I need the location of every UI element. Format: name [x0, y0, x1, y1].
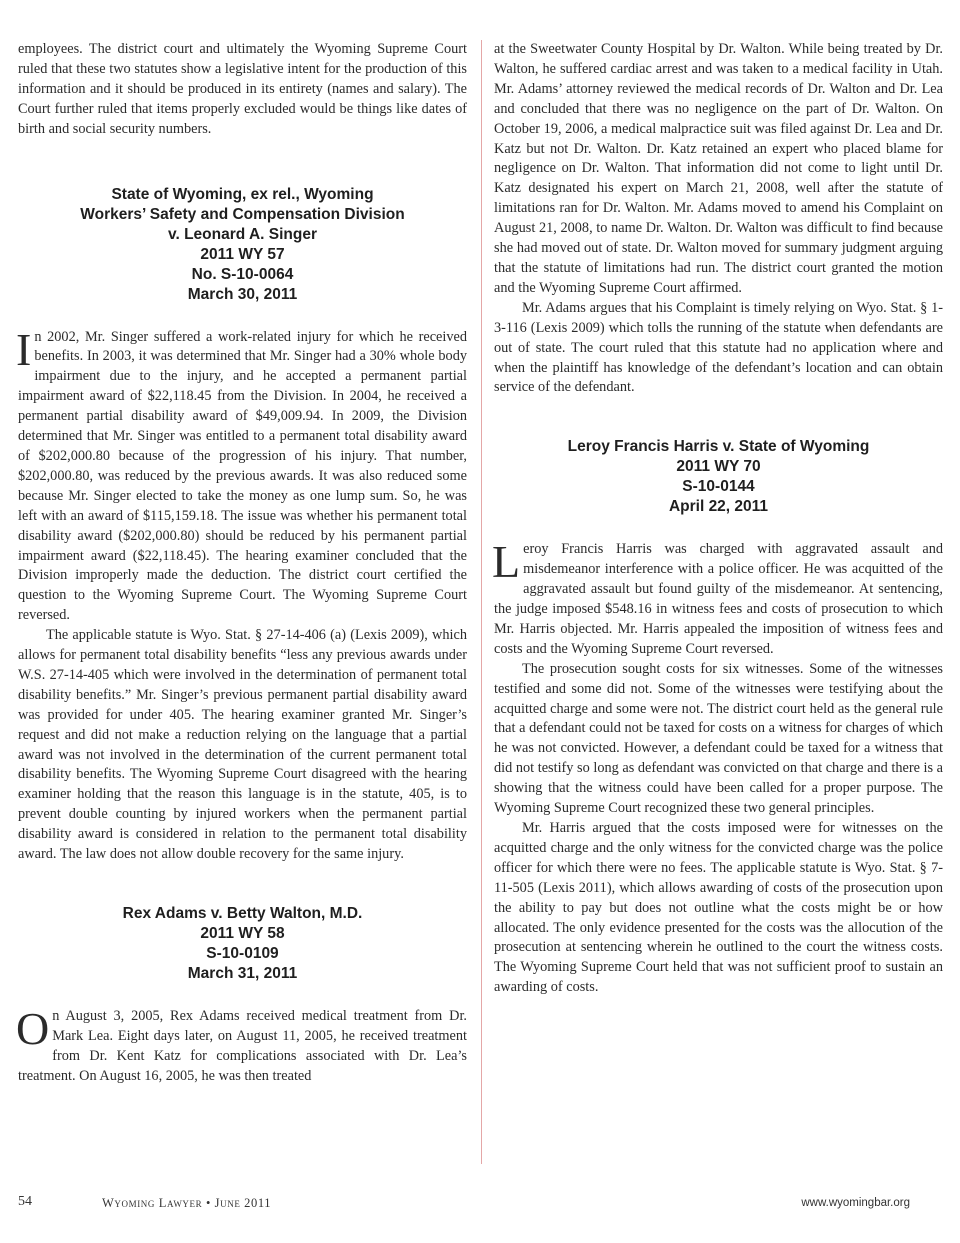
website-link[interactable]: www.wyomingbar.org [801, 1197, 910, 1209]
case-header-singer [18, 185, 467, 305]
case-adams-paragraph-1 [16, 1003, 467, 1087]
case-date: April 22, 2011 [668, 498, 769, 516]
page-number: 54 [18, 1194, 32, 1209]
case-citation: 2011 WY 57 [200, 245, 285, 263]
paragraph-text: n August 3, 2005, Rex Adams received medical treatment from Dr. Mark Lea. Eight days later, on August 11, 2005, he received treatment from Dr. Kent Katz for complications associated with Dr. Lea’s treatment. On August 16, 2005, he was then treated [18, 1008, 467, 1084]
paragraph-text: n 2002, Mr. Singer suffered a work-related injury for which he received benefits. In 2003, it was determined that Mr. Singer had a 30% whole body impairment due to the injury, and he accepted a permanent partial impairment award of $22,118.45 from the Division. In 2004, he received a permanent partial disability award of $49,009.94. In 2009, the Division determined that Mr. Singer was entitled to a permanent total disability award of $202,000.80 because of the progression of his injury. That number, $202,000.80, was reduced by the previous awards. It was also reduced some because Mr. Singer elected to take the money as one lump sum. So, he was left with an award of $115,159.18. The issue was whether his permanent total disability award ($202,000.80) should be reduced by his permanent partial impairment award ($22,118.45). The hearing examiner concluded that the Division improperly made the deduction. The district court certified the question to the Wyoming Supreme Court. The Wyoming Supreme Court reversed. [18, 328, 467, 624]
case-title-line: State of Wyoming, ex rel., Wyoming [111, 185, 374, 203]
case-header-harris [494, 437, 943, 517]
case-citation: 2011 WY 58 [200, 925, 285, 942]
case-singer-paragraph-1 [16, 323, 467, 627]
case-harris-paragraph-2: The prosecution sought costs for six witnesses. Some of the witnesses testified and some did not. Some of the witnesses were testifying about the acquitted charge and some were not. The district court held as the general rule that a defendant could not be taxed for costs on a witness for charges of which he was not convicted. However, a defendant could be taxed for a witness that did not testify so long as defendant was convicted on that charge and there is a showing that the witness could have been called for a proper purpose. The Wyoming Supreme Court recognized these two general principles. [494, 660, 943, 817]
case-docket: No. S-10-0064 [191, 265, 294, 283]
publication-name: Wyoming Lawyer • June 2011 [102, 1196, 272, 1210]
page-footer [18, 1194, 910, 1214]
left-column [18, 40, 467, 1087]
case-date: March 31, 2011 [187, 965, 298, 982]
case-adams-continued: at the Sweetwater County Hospital by Dr. Walton. While being treated by Dr. Walton, he suffered cardiac arrest and was taken to a medical facility in Utah. Mr. Adams’ attorney reviewed the medical records of Dr. Walton and Dr. Lea and concluded that there was no negligence on the part of Dr. Walton. On October 19, 2006, a medical malpractice suit was filed against Dr. Lea and Dr. Katz but not Dr. Walton. Dr. Katz retained an expert who placed blame for negligence on Dr. Walton. That information did not come to light until Dr. Katz designated his expert on March 21, 2008, well after the statute of limitations ran for Dr. Walton. Mr. Adams moved to amend his Complaint on August 21, 2008, to name Dr. Walton. Dr. Walton was difficult to find because she had moved out of state. Dr. Walton moved for summary judgment arguing that the statute of limitations had run. The district court granted the motion and the Wyoming Supreme Court affirmed. [494, 41, 943, 296]
case-title-line: Workers’ Safety and Compensation Division [80, 205, 405, 223]
case-citation: 2011 WY 70 [676, 458, 761, 476]
right-column [494, 40, 943, 998]
drop-cap: O [16, 1003, 50, 1054]
case-adams-paragraph-2: Mr. Adams argues that his Complaint is timely relying on Wyo. Stat. § 1-3-116 (Lexis 2009) which tolls the running of the statute when defendants are out of state. The court ruled that this statute had no application where and when the plaintiff has knowledge of the defendant’s location and can obtain service of the defendant. [494, 299, 943, 396]
case-singer-paragraph-2: The applicable statute is Wyo. Stat. § 27-14-406 (a) (Lexis 2009), which allows for permanent total disability benefits “less any previous awards under W.S. 27-14-405 which were involved in the determination of permanent total disability benefits.” Mr. Singer’s previous permanent partial disability award was provided for under 405. The hearing examiner granted Mr. Singer’s request and did not make a reduction relying on the language that a partial award was not involved in the determination of the current permanent total disability benefits. The Wyoming Supreme Court disagreed with the hearing examiner holding that the reason this language is in the statute, 405, is to prevent double counting by injured workers when the permanent partial disability award is considered in relation to the permanent total disability award. The law does not allow double recovery for the same injury. [18, 627, 467, 863]
column-divider [481, 40, 482, 1164]
case-harris-paragraph-3: Mr. Harris argued that the costs imposed were for witnesses on the acquitted charge and the only witness for the convicted charge was the police officer for which there were no fees. The applicable statute is Wyo. Stat. § 7-11-505 (Lexis 2011), which allows awarding of costs of the prosecution upon the ability to pay but does not outline what the costs might be or how allocated. The only evidence presented for the costs was the allocution of the prosecution at sentencing wherein he outlined to the court the witness costs. The Wyoming Supreme Court held that was not sufficient proof to sustain an awarding of costs. [494, 820, 943, 996]
case-docket: S-10-0144 [682, 478, 755, 496]
case-title-line: Leroy Francis Harris v. State of Wyoming [567, 438, 870, 456]
case-date: March 30, 2011 [187, 285, 298, 303]
intro-paragraph: employees. The district court and ultimately the Wyoming Supreme Court ruled that these two statutes show a legislative intent for the production of this information and it should be produced in its entirety (names and salary). The Court further ruled that items properly excluded would be things like dates of birth and social security numbers. [18, 41, 467, 137]
case-docket: S-10-0109 [206, 945, 279, 962]
drop-cap: L [492, 536, 521, 588]
case-harris-paragraph-1 [492, 536, 943, 659]
case-title-line: v. Leonard A. Singer [168, 225, 317, 243]
drop-cap: I [16, 323, 32, 375]
case-title-line: Rex Adams v. Betty Walton, M.D. [122, 905, 363, 922]
case-header-adams [18, 904, 467, 984]
paragraph-text: eroy Francis Harris was charged with aggravated assault and misdemeanor interference with a police officer. He was acquitted of the aggravated assault but found guilty of the misdemeanor. At sentencing, the judge imposed $548.16 in witness fees and costs of prosecution to which Mr. Harris objected. Mr. Harris appealed the imposition of witness fees and costs and the Wyoming Supreme Court reversed. [494, 541, 943, 657]
